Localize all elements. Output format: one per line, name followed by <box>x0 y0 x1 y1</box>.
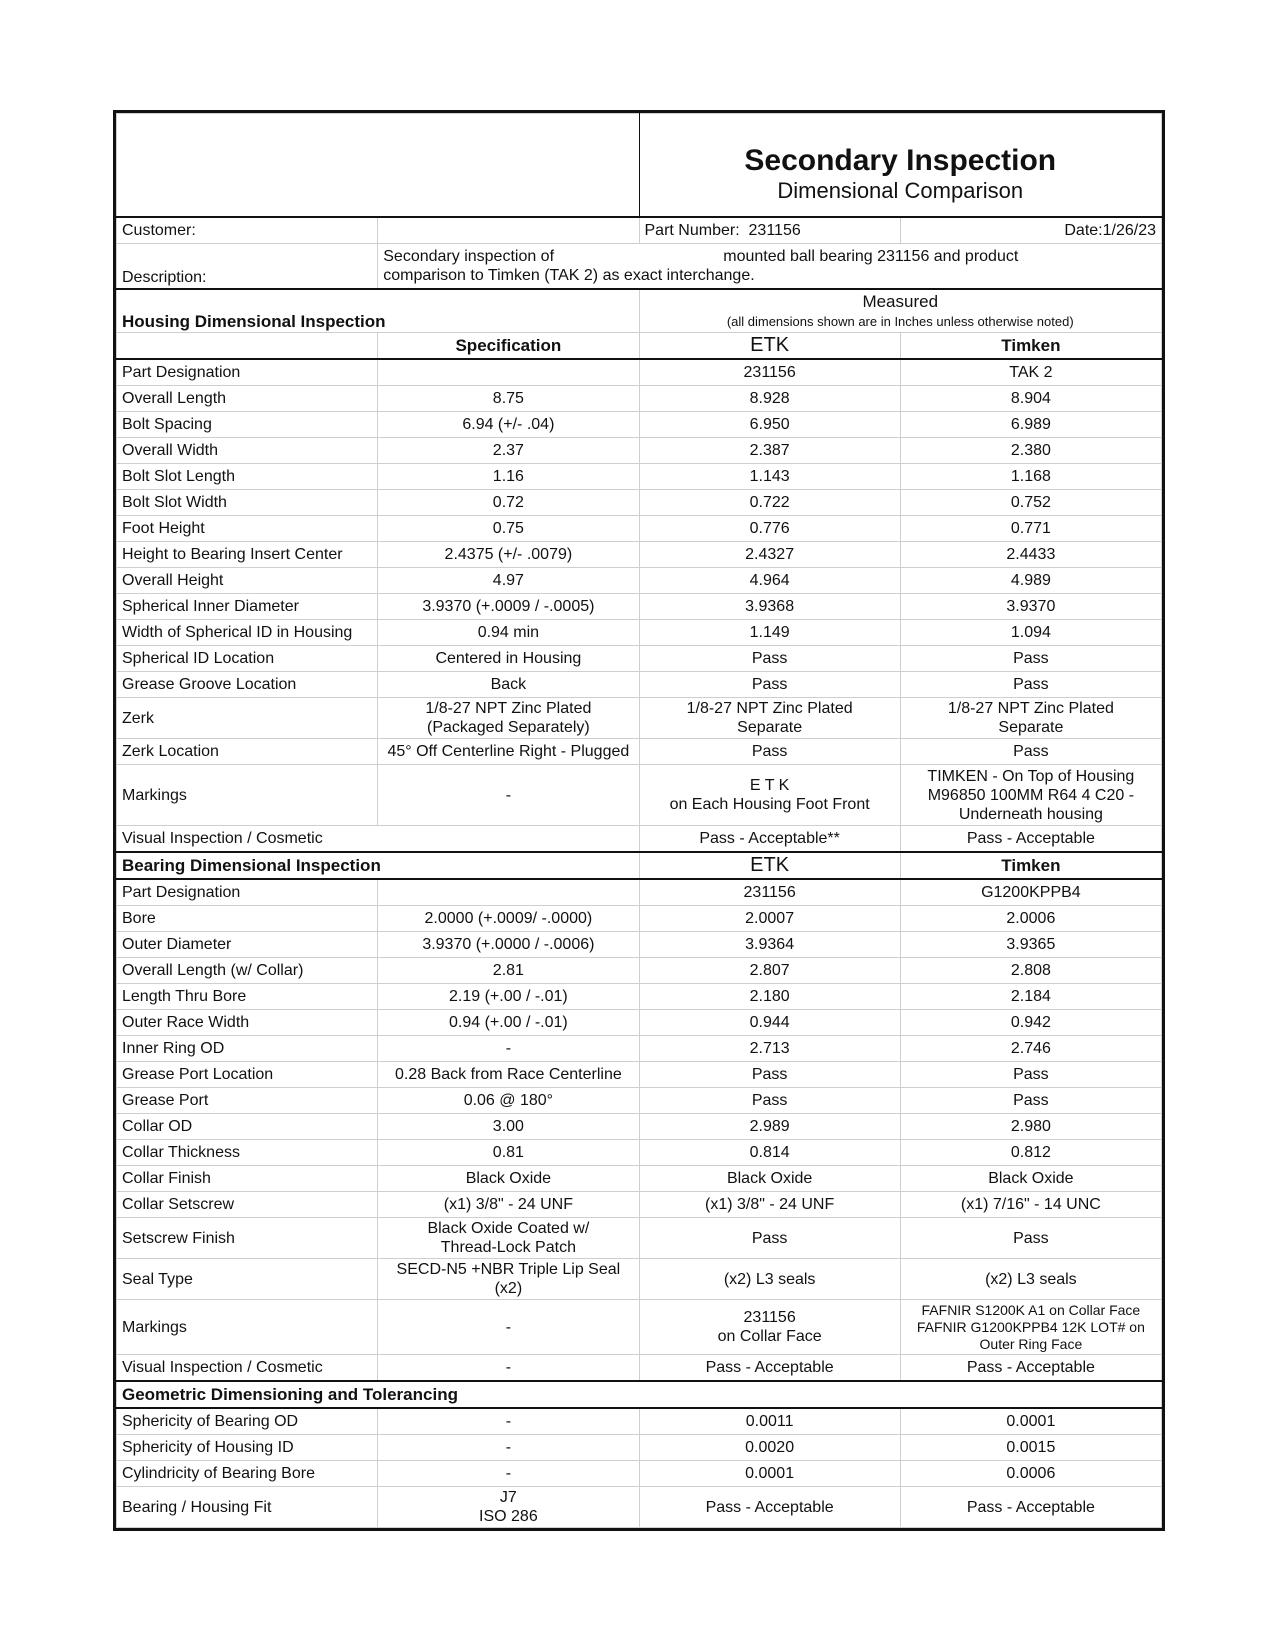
spec-cell: 0.94 min <box>378 620 639 646</box>
timken-cell: Pass <box>900 739 1161 765</box>
customer-label: Customer: <box>117 217 378 244</box>
housing-rows <box>117 359 1162 698</box>
etk-cell <box>639 765 900 826</box>
timken-line: 1/8-27 NPT Zinc Plated <box>947 700 1114 717</box>
timken-cell: 1.168 <box>900 464 1161 490</box>
timken-cell: 1.094 <box>900 620 1161 646</box>
timken-cell: 2.0006 <box>900 906 1161 932</box>
row-label: Spherical ID Location <box>117 646 378 672</box>
document-subtitle: Dimensional Comparison <box>777 178 1024 203</box>
description-part-1: Secondary inspection of <box>383 248 555 265</box>
spec-cell: 0.72 <box>378 490 639 516</box>
specification-column-header: Specification <box>378 333 639 360</box>
timken-cell <box>900 765 1161 826</box>
timken-cell: Pass <box>900 672 1161 698</box>
row-label: Visual Inspection / Cosmetic <box>117 826 640 853</box>
table-row <box>117 1062 1162 1088</box>
date <box>900 217 1161 244</box>
table-row <box>117 1259 1162 1300</box>
etk-cell: 231156 <box>639 879 900 906</box>
table-row <box>117 932 1162 958</box>
table-row <box>117 1010 1162 1036</box>
timken-cell: 3.9365 <box>900 932 1161 958</box>
spec-line: SECD-N5 +NBR Triple Lip Seal <box>396 1261 621 1278</box>
etk-cell: 2.0007 <box>639 906 900 932</box>
etk-cell: Pass <box>639 672 900 698</box>
spec-line: (Packaged Separately) <box>426 719 590 736</box>
table-row <box>117 1166 1162 1192</box>
table-row <box>117 620 1162 646</box>
row-label: Outer Race Width <box>117 1010 378 1036</box>
inspection-sheet <box>113 110 1165 1531</box>
spec-line: J7 <box>499 1489 517 1506</box>
spec-line: Black Oxide Coated w/ <box>427 1220 590 1237</box>
etk-cell: Black Oxide <box>639 1166 900 1192</box>
spec-cell: 0.75 <box>378 516 639 542</box>
description-row <box>117 244 1162 290</box>
timken-cell: 0.0015 <box>900 1435 1161 1461</box>
table-row <box>117 984 1162 1010</box>
label-column-header <box>117 333 378 360</box>
table-row <box>117 568 1162 594</box>
etk-line: 1/8-27 NPT Zinc Plated <box>686 700 853 717</box>
etk-column-header: ETK <box>639 852 900 879</box>
table-row <box>117 1218 1162 1259</box>
timken-cell: Pass <box>900 646 1161 672</box>
table-row <box>117 1114 1162 1140</box>
spec-cell: - <box>378 1036 639 1062</box>
etk-cell: 0.0020 <box>639 1435 900 1461</box>
timken-cell: Pass - Acceptable <box>900 1487 1161 1528</box>
spec-cell: 0.28 Back from Race Centerline <box>378 1062 639 1088</box>
timken-cell: Pass <box>900 1088 1161 1114</box>
etk-cell: 231156 <box>639 359 900 386</box>
row-label: Bearing / Housing Fit <box>117 1487 378 1528</box>
customer-value <box>378 217 639 244</box>
etk-cell: 8.928 <box>639 386 900 412</box>
timken-cell: 2.380 <box>900 438 1161 464</box>
timken-cell: G1200KPPB4 <box>900 879 1161 906</box>
timken-cell: Pass <box>900 1218 1161 1259</box>
spec-cell: 1.16 <box>378 464 639 490</box>
table-row <box>117 739 1162 765</box>
row-label: Collar Thickness <box>117 1140 378 1166</box>
measured-label: Measured <box>862 291 939 311</box>
housing-column-headers <box>117 333 1162 360</box>
date-value: 1/26/23 <box>1102 222 1156 239</box>
description-text <box>378 244 1162 290</box>
inspection-table <box>116 113 1162 1528</box>
timken-cell: 0.0006 <box>900 1461 1161 1487</box>
timken-cell: 0.771 <box>900 516 1161 542</box>
table-row <box>117 765 1162 826</box>
spec-cell <box>378 359 639 386</box>
spec-cell <box>378 1218 639 1259</box>
etk-line: Separate <box>737 719 803 736</box>
row-label: Markings <box>117 1300 378 1355</box>
timken-cell: TAK 2 <box>900 359 1161 386</box>
etk-cell: 1.143 <box>639 464 900 490</box>
etk-line: on Collar Face <box>717 1328 822 1345</box>
row-label: Collar Setscrew <box>117 1192 378 1218</box>
timken-cell <box>900 1300 1161 1355</box>
row-label: Part Designation <box>117 359 378 386</box>
etk-cell: Pass <box>639 739 900 765</box>
timken-cell: 2.980 <box>900 1114 1161 1140</box>
spec-cell: 45° Off Centerline Right - Plugged <box>378 739 639 765</box>
row-label: Zerk Location <box>117 739 378 765</box>
etk-cell: 0.944 <box>639 1010 900 1036</box>
timken-line: M96850 100MM R64 4 C20 - <box>927 786 1135 804</box>
title-block <box>117 114 1162 218</box>
gdt-section-title: Geometric Dimensioning and Tolerancing <box>117 1381 1162 1408</box>
row-label: Foot Height <box>117 516 378 542</box>
measured-header <box>639 289 1162 333</box>
etk-cell: (x2) L3 seals <box>639 1259 900 1300</box>
table-row <box>117 516 1162 542</box>
timken-cell: 0.0001 <box>900 1408 1161 1435</box>
timken-cell: 6.989 <box>900 412 1161 438</box>
timken-line: Separate <box>998 719 1064 736</box>
etk-cell: 0.814 <box>639 1140 900 1166</box>
spec-cell: 4.97 <box>378 568 639 594</box>
etk-cell: 0.0011 <box>639 1408 900 1435</box>
row-label: Setscrew Finish <box>117 1218 378 1259</box>
etk-cell: Pass - Acceptable** <box>639 826 900 853</box>
row-label: Sphericity of Bearing OD <box>117 1408 378 1435</box>
timken-cell: Pass - Acceptable <box>900 1355 1161 1382</box>
timken-line: Underneath housing <box>958 805 1103 823</box>
timken-cell: 4.989 <box>900 568 1161 594</box>
etk-cell: Pass <box>639 1088 900 1114</box>
housing-section-title: Housing Dimensional Inspection <box>117 289 640 333</box>
timken-cell: 3.9370 <box>900 594 1161 620</box>
bearing-section-header <box>117 852 1162 879</box>
table-row <box>117 1192 1162 1218</box>
spec-cell: 2.4375 (+/- .0079) <box>378 542 639 568</box>
row-label: Cylindricity of Bearing Bore <box>117 1461 378 1487</box>
etk-cell: Pass - Acceptable <box>639 1355 900 1382</box>
spec-line: 1/8-27 NPT Zinc Plated <box>425 700 592 717</box>
timken-cell: 2.746 <box>900 1036 1161 1062</box>
timken-line: FAFNIR S1200K A1 on Collar Face <box>921 1301 1141 1318</box>
table-row <box>117 698 1162 739</box>
row-label: Overall Length <box>117 386 378 412</box>
timken-cell: 0.942 <box>900 1010 1161 1036</box>
table-row <box>117 594 1162 620</box>
spec-cell <box>378 1259 639 1300</box>
description-part-2: mounted ball bearing 231156 and product <box>723 248 1019 265</box>
part-number-value: 231156 <box>748 222 801 239</box>
spec-cell: 3.00 <box>378 1114 639 1140</box>
row-label: Collar OD <box>117 1114 378 1140</box>
bearing-section-title: Bearing Dimensional Inspection <box>117 852 640 879</box>
etk-cell: Pass <box>639 1062 900 1088</box>
spec-cell: - <box>378 1435 639 1461</box>
table-row <box>117 386 1162 412</box>
etk-cell: 2.807 <box>639 958 900 984</box>
spec-cell: Centered in Housing <box>378 646 639 672</box>
info-row <box>117 217 1162 244</box>
spec-cell: - <box>378 1300 639 1355</box>
etk-cell: 0.776 <box>639 516 900 542</box>
timken-line: FAFNIR G1200KPPB4 12K LOT# on <box>916 1318 1145 1335</box>
spec-cell <box>378 1487 639 1528</box>
etk-cell: 2.989 <box>639 1114 900 1140</box>
table-row <box>117 1036 1162 1062</box>
spec-line: (x2) <box>494 1280 523 1297</box>
row-label: Bolt Slot Width <box>117 490 378 516</box>
spec-line: ISO 286 <box>479 1508 538 1525</box>
table-row <box>117 826 1162 853</box>
spec-cell: (x1) 3/8" - 24 UNF <box>378 1192 639 1218</box>
row-label: Zerk <box>117 698 378 739</box>
table-row <box>117 672 1162 698</box>
timken-line: Outer Ring Face <box>979 1335 1083 1352</box>
spec-line: Thread-Lock Patch <box>440 1239 576 1256</box>
etk-cell: 2.180 <box>639 984 900 1010</box>
table-row <box>117 646 1162 672</box>
part-number <box>639 217 900 244</box>
spec-cell: 0.94 (+.00 / -.01) <box>378 1010 639 1036</box>
etk-cell: 0.722 <box>639 490 900 516</box>
etk-cell: Pass - Acceptable <box>639 1487 900 1528</box>
gdt-rows <box>117 1408 1162 1487</box>
table-row <box>117 1355 1162 1382</box>
spec-cell: - <box>378 1408 639 1435</box>
etk-cell: Pass <box>639 1218 900 1259</box>
etk-cell: Pass <box>639 646 900 672</box>
etk-cell: 3.9364 <box>639 932 900 958</box>
table-row <box>117 1435 1162 1461</box>
title-cell <box>639 114 1162 218</box>
table-row <box>117 1088 1162 1114</box>
logo-area <box>117 114 640 218</box>
spec-cell: Black Oxide <box>378 1166 639 1192</box>
row-label: Grease Groove Location <box>117 672 378 698</box>
part-number-label: Part Number: <box>644 222 740 239</box>
timken-cell: 8.904 <box>900 386 1161 412</box>
timken-cell: (x2) L3 seals <box>900 1259 1161 1300</box>
timken-cell: 2.808 <box>900 958 1161 984</box>
row-label: Bolt Spacing <box>117 412 378 438</box>
row-label: Grease Port <box>117 1088 378 1114</box>
timken-column-header: Timken <box>900 333 1161 360</box>
table-row <box>117 438 1162 464</box>
description-line-2: comparison to Timken (TAK 2) as exact interchange. <box>383 267 755 284</box>
gdt-section-header <box>117 1381 1162 1408</box>
row-label: Markings <box>117 765 378 826</box>
spec-cell <box>378 698 639 739</box>
table-row <box>117 958 1162 984</box>
spec-cell <box>378 879 639 906</box>
etk-line: on Each Housing Foot Front <box>669 796 870 813</box>
housing-section-header <box>117 289 1162 333</box>
etk-cell: 6.950 <box>639 412 900 438</box>
spec-cell: - <box>378 1355 639 1382</box>
row-label: Length Thru Bore <box>117 984 378 1010</box>
row-label: Grease Port Location <box>117 1062 378 1088</box>
spec-cell: 3.9370 (+.0009 / -.0005) <box>378 594 639 620</box>
table-row <box>117 490 1162 516</box>
row-label: Height to Bearing Insert Center <box>117 542 378 568</box>
timken-cell: 2.184 <box>900 984 1161 1010</box>
etk-cell: 4.964 <box>639 568 900 594</box>
row-label: Seal Type <box>117 1259 378 1300</box>
etk-cell: 2.4327 <box>639 542 900 568</box>
etk-line: 231156 <box>743 1309 796 1326</box>
etk-line: E T K <box>749 777 790 794</box>
spec-cell: Back <box>378 672 639 698</box>
spec-cell: 3.9370 (+.0000 / -.0006) <box>378 932 639 958</box>
etk-column-header: ETK <box>639 333 900 360</box>
row-label: Overall Length (w/ Collar) <box>117 958 378 984</box>
table-row <box>117 1140 1162 1166</box>
spec-cell: 8.75 <box>378 386 639 412</box>
row-label: Part Designation <box>117 879 378 906</box>
timken-column-header: Timken <box>900 852 1161 879</box>
timken-line: TIMKEN - On Top of Housing <box>927 767 1135 785</box>
table-row <box>117 879 1162 906</box>
row-label: Overall Height <box>117 568 378 594</box>
spec-cell: 2.37 <box>378 438 639 464</box>
etk-cell: 2.713 <box>639 1036 900 1062</box>
table-row <box>117 359 1162 386</box>
spec-cell: 2.81 <box>378 958 639 984</box>
etk-cell: 1.149 <box>639 620 900 646</box>
row-label: Inner Ring OD <box>117 1036 378 1062</box>
table-row <box>117 1461 1162 1487</box>
row-label: Collar Finish <box>117 1166 378 1192</box>
etk-cell: (x1) 3/8" - 24 UNF <box>639 1192 900 1218</box>
timken-cell: Black Oxide <box>900 1166 1161 1192</box>
table-row <box>117 542 1162 568</box>
etk-cell: 2.387 <box>639 438 900 464</box>
row-label: Overall Width <box>117 438 378 464</box>
table-row <box>117 464 1162 490</box>
row-label: Bolt Slot Length <box>117 464 378 490</box>
row-label: Visual Inspection / Cosmetic <box>117 1355 378 1382</box>
spec-cell: 6.94 (+/- .04) <box>378 412 639 438</box>
etk-cell <box>639 698 900 739</box>
spec-cell: - <box>378 1461 639 1487</box>
timken-cell: 0.752 <box>900 490 1161 516</box>
document-title: Secondary Inspection <box>744 144 1057 177</box>
table-row <box>117 1408 1162 1435</box>
date-label: Date: <box>1064 222 1103 239</box>
measured-note: (all dimensions shown are in Inches unless otherwise noted) <box>726 313 1074 329</box>
etk-cell: 3.9368 <box>639 594 900 620</box>
spec-cell: 2.0000 (+.0009/ -.0000) <box>378 906 639 932</box>
bearing-rows <box>117 879 1162 1218</box>
description-label: Description: <box>117 244 378 290</box>
spec-cell: - <box>378 765 639 826</box>
timken-cell: Pass <box>900 1062 1161 1088</box>
table-row <box>117 1487 1162 1528</box>
spec-cell: 0.06 @ 180° <box>378 1088 639 1114</box>
etk-cell: 0.0001 <box>639 1461 900 1487</box>
row-label: Sphericity of Housing ID <box>117 1435 378 1461</box>
table-row <box>117 906 1162 932</box>
table-row <box>117 412 1162 438</box>
timken-cell: 2.4433 <box>900 542 1161 568</box>
row-label: Outer Diameter <box>117 932 378 958</box>
row-label: Bore <box>117 906 378 932</box>
timken-cell: (x1) 7/16" - 14 UNC <box>900 1192 1161 1218</box>
table-row <box>117 1300 1162 1355</box>
row-label: Width of Spherical ID in Housing <box>117 620 378 646</box>
etk-cell <box>639 1300 900 1355</box>
spec-cell: 0.81 <box>378 1140 639 1166</box>
row-label: Spherical Inner Diameter <box>117 594 378 620</box>
timken-cell <box>900 698 1161 739</box>
timken-cell: 0.812 <box>900 1140 1161 1166</box>
timken-cell: Pass - Acceptable <box>900 826 1161 853</box>
spec-cell: 2.19 (+.00 / -.01) <box>378 984 639 1010</box>
